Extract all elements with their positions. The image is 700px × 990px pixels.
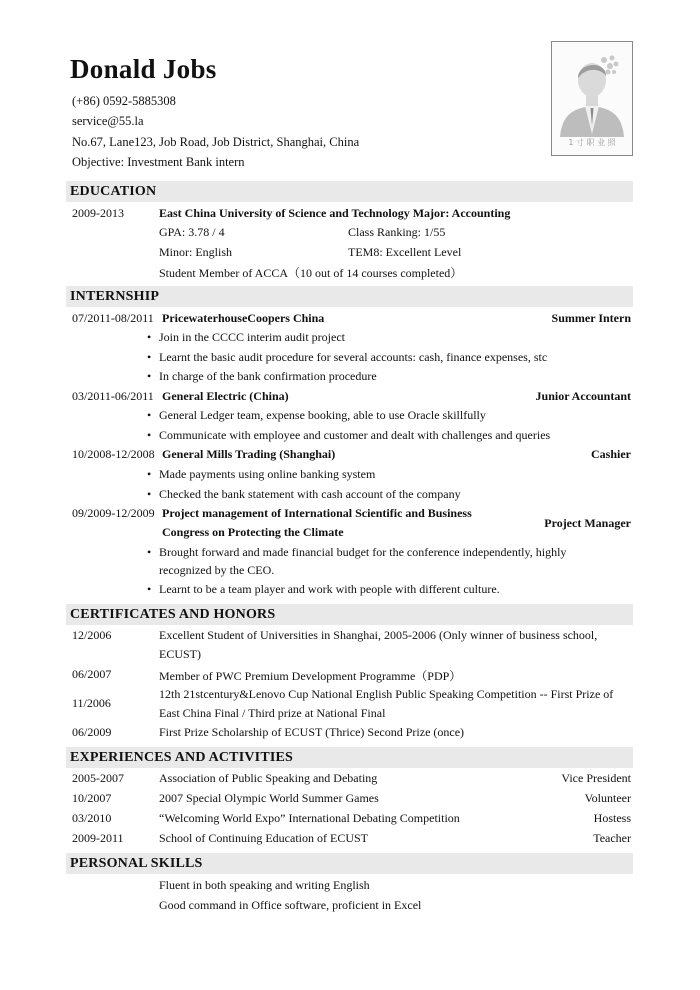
- job-bullet: • In charge of the bank confirmation procedure: [159, 369, 377, 384]
- cert-text: Member of PWC Premium Development Programme（PDP）: [159, 669, 462, 683]
- education-date: 2009-2013: [72, 206, 124, 220]
- activity-role: Hostess: [593, 811, 631, 825]
- activity-date: 03/2010: [72, 811, 112, 825]
- education-gpa: GPA: 3.78 / 4: [159, 225, 225, 239]
- photo-caption: 1 寸 职 业 照: [568, 138, 616, 147]
- activity-role: Volunteer: [584, 791, 631, 805]
- job-bullet: • Join in the CCCC interim audit project: [159, 330, 345, 345]
- job-role: Summer Intern: [551, 311, 631, 325]
- job-bullet: • General Ledger team, expense booking, able to use Oracle skillfully: [159, 408, 486, 423]
- job-role: Project Manager: [544, 516, 631, 530]
- education-minor: Minor: English: [159, 245, 233, 259]
- job-role: Cashier: [591, 447, 631, 461]
- job-bullet: • Learnt the basic audit procedure for several accounts: cash, finance expenses, stc: [159, 350, 547, 365]
- job-date: 03/2011-06/2011: [72, 389, 154, 403]
- activity-name: 2007 Special Olympic World Summer Games: [159, 791, 379, 805]
- section-header-education: [66, 181, 633, 202]
- job-bullet-continued: recognized by the CEO.: [159, 563, 275, 577]
- job-role: Junior Accountant: [535, 389, 631, 403]
- job-bullet: • Checked the bank statement with cash account of the company: [159, 487, 461, 502]
- section-title: CERTIFICATES AND HONORS: [70, 607, 276, 622]
- education-ranking: Class Ranking: 1/55: [348, 225, 446, 239]
- job-bullet: • Made payments using online banking system: [159, 467, 375, 482]
- activity-date: 2009-2011: [72, 831, 124, 845]
- cert-date: 12/2006: [72, 628, 112, 642]
- section-header-experiences: [66, 747, 633, 768]
- phone-number: (+86) 0592-5885308: [72, 94, 176, 108]
- person-silhouette-icon: [552, 42, 632, 137]
- job-bullet: • Learnt to be a team player and work with people with different culture.: [159, 582, 500, 597]
- job-company: General Electric (China): [162, 389, 289, 403]
- activity-name: “Welcoming World Expo” International Debating Competition: [159, 811, 460, 825]
- section-title: EDUCATION: [70, 184, 157, 199]
- job-company: Congress on Protecting the Climate: [162, 525, 344, 539]
- activity-name: Association of Public Speaking and Debating: [159, 771, 378, 785]
- cert-date: 06/2007: [72, 667, 112, 681]
- activity-date: 10/2007: [72, 791, 112, 805]
- job-date: 09/2009-12/2009: [72, 506, 155, 520]
- job-bullet: • Communicate with employee and customer and dealt with challenges and queries: [159, 428, 550, 443]
- cert-text: Excellent Student of Universities in Shanghai, 2005-2006 (Only winner of business school,: [159, 628, 598, 642]
- section-title: INTERNSHIP: [70, 289, 160, 304]
- cert-date: 11/2006: [72, 696, 111, 710]
- cert-text: First Prize Scholarship of ECUST (Thrice) Second Prize (once): [159, 725, 465, 739]
- section-title: PERSONAL SKILLS: [70, 856, 203, 871]
- section-header-certificates: [66, 604, 633, 625]
- candidate-name: Donald Jobs: [70, 54, 217, 84]
- career-objective: Objective: Investment Bank intern: [72, 155, 245, 169]
- section-header-skills: [66, 853, 633, 874]
- skill-item: Fluent in both speaking and writing English: [159, 878, 370, 892]
- job-company: General Mills Trading (Shanghai): [162, 447, 336, 461]
- section-header-internship: [66, 286, 633, 307]
- cert-text-continued: ECUST): [159, 647, 201, 661]
- education-school: East China University of Science and Technology Major: Accounting: [159, 206, 511, 220]
- education-acca: Student Member of ACCA（10 out of 14 courses completed）: [159, 266, 463, 280]
- activity-role: Teacher: [593, 831, 631, 845]
- job-company: Project management of International Scientific and Business: [162, 506, 472, 520]
- job-bullet: • Brought forward and made financial budget for the conference independently, highly: [159, 545, 566, 560]
- email-address: service@55.la: [72, 114, 144, 128]
- home-address: No.67, Lane123, Job Road, Job District, Shanghai, China: [72, 135, 360, 149]
- profile-photo: [551, 41, 633, 156]
- cert-text: 12th 21stcentury&Lenovo Cup National English Public Speaking Competition -- First Prize of: [159, 687, 614, 701]
- education-tem8: TEM8: Excellent Level: [348, 245, 462, 259]
- section-title: EXPERIENCES AND ACTIVITIES: [70, 750, 294, 765]
- job-company: PricewaterhouseCoopers China: [162, 311, 325, 325]
- job-date: 10/2008-12/2008: [72, 447, 155, 461]
- activity-date: 2005-2007: [72, 771, 124, 785]
- cert-text-continued: East China Final / Third prize at National Final: [159, 706, 386, 720]
- activity-name: School of Continuing Education of ECUST: [159, 831, 368, 845]
- cert-date: 06/2009: [72, 725, 112, 739]
- activity-role: Vice President: [561, 771, 631, 785]
- skill-item: Good command in Office software, proficient in Excel: [159, 898, 422, 912]
- job-date: 07/2011-08/2011: [72, 311, 154, 325]
